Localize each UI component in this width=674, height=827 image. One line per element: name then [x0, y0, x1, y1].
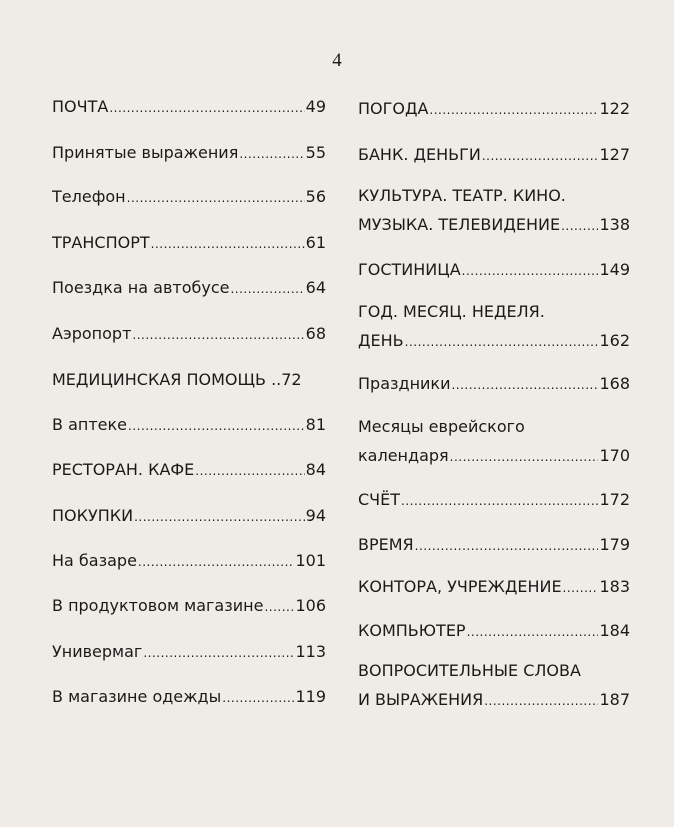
dot-leader [401, 487, 598, 516]
dot-leader [143, 639, 294, 668]
toc-entry-title-line1: Месяцы еврейского [358, 417, 525, 436]
toc-entry-title: ПОКУПКИ [52, 506, 134, 525]
toc-entry-title-line1: КУЛЬТУРА. ТЕАТР. КИНО. [358, 186, 566, 205]
toc-entry-page: 127 [599, 145, 630, 164]
dot-leader [462, 257, 599, 286]
toc-entry [52, 682, 326, 713]
toc-entry [52, 591, 326, 622]
toc-entry-title: Универмаг [52, 642, 143, 661]
toc-entry [52, 92, 326, 123]
toc-entry [358, 140, 630, 171]
toc-entry [358, 656, 630, 716]
toc-entry-title-line1: ГОД. МЕСЯЦ. НЕДЕЛЯ. [358, 302, 545, 321]
toc-entry [358, 369, 630, 400]
toc-entry [358, 255, 630, 286]
dot-leader [415, 532, 599, 561]
toc-entry-title: Принятые выражения [52, 143, 239, 162]
toc-entry-title: В продуктовом магазине [52, 596, 264, 615]
toc-entry-title: БАНК. ДЕНЬГИ [358, 145, 481, 164]
dot-leader [482, 142, 599, 171]
toc-entry-page: 94 [305, 506, 326, 525]
dot-leader [230, 275, 304, 304]
toc-entry [52, 273, 326, 304]
dot-leader [450, 443, 599, 472]
toc-entry-page: 168 [599, 374, 630, 393]
toc-entry-title: МУЗЫКА. ТЕЛЕВИДЕНИЕ [358, 215, 561, 234]
dot-leader [109, 94, 304, 123]
toc-entry [52, 637, 326, 668]
toc-entry-title: КОМПЬЮТЕР [358, 621, 466, 640]
toc-entry-page: 187 [599, 690, 630, 709]
toc-entry-title: СЧЁТ [358, 490, 401, 509]
toc-entry-page: 162 [599, 331, 630, 350]
dot-leader [134, 503, 305, 532]
toc-entry-page: 101 [295, 551, 326, 570]
toc-entry-page: 113 [295, 642, 326, 661]
toc-entry-title: ВРЕМЯ [358, 535, 414, 554]
toc-entry-title: КОНТОРА, УЧРЕЖДЕНИЕ [358, 577, 562, 596]
dot-leader [405, 328, 599, 357]
toc-entry [358, 572, 630, 603]
toc-entry-title: ГОСТИНИЦА [358, 260, 461, 279]
dot-leader [264, 593, 294, 622]
toc-entry [358, 530, 630, 561]
dot-leader [127, 184, 305, 213]
page-number: 4 [332, 50, 342, 71]
toc-entry-page: 170 [599, 446, 630, 465]
toc-entry [358, 616, 630, 647]
toc-entry [52, 228, 326, 259]
toc-entry-title: ДЕНЬ [358, 331, 404, 350]
toc-entry-title: календаря [358, 446, 449, 465]
toc-entry-page: 149 [599, 260, 630, 279]
toc-entry-page: 61 [305, 233, 326, 252]
toc-entry-page: 55 [305, 143, 326, 162]
dot-leader [451, 371, 598, 400]
dot-leader [561, 212, 598, 241]
toc-entry-page: 68 [305, 324, 326, 343]
toc-entry-page: 64 [305, 278, 326, 297]
toc-entry-page: 183 [599, 577, 630, 596]
toc-entry-title: РЕСТОРАН. КАФЕ [52, 460, 195, 479]
toc-entry-page: 49 [305, 97, 326, 116]
toc-entry-title: МЕДИЦИНСКАЯ ПОМОЩЬ .. [52, 370, 282, 389]
dot-leader [132, 321, 304, 350]
toc-entry-page: 56 [305, 187, 326, 206]
dot-leader [563, 574, 599, 603]
dot-leader [429, 96, 598, 125]
toc-entry-title: Поездка на автобусе [52, 278, 230, 297]
dot-leader [222, 684, 294, 713]
toc-entry-title: ПОГОДА [358, 99, 429, 118]
toc-entry-title-line1: ВОПРОСИТЕЛЬНЫЕ СЛОВА [358, 661, 581, 680]
toc-entry-title: В магазине одежды [52, 687, 222, 706]
toc-entry [358, 297, 630, 357]
toc-entry-page: 172 [599, 490, 630, 509]
toc-entry-title: Аэропорт [52, 324, 132, 343]
toc-entry [358, 412, 630, 472]
toc-entry [358, 94, 630, 125]
toc-entry-title: Праздники [358, 374, 451, 393]
toc-entry-page: 106 [295, 596, 326, 615]
toc-entry-page: 84 [305, 460, 326, 479]
toc-entry [52, 365, 326, 394]
dot-leader [138, 548, 295, 577]
toc-entry [52, 138, 326, 169]
dot-leader [195, 457, 304, 486]
toc-entry-page: 179 [599, 535, 630, 554]
toc-entry-page: 138 [599, 215, 630, 234]
toc-entry-title: ТРАНСПОРТ [52, 233, 150, 252]
dot-leader [239, 140, 304, 169]
toc-entry [52, 501, 326, 532]
toc-entry-page: 184 [599, 621, 630, 640]
toc-entry-page: 119 [295, 687, 326, 706]
toc-entry [52, 182, 326, 213]
toc-entry-title: На базаре [52, 551, 137, 570]
toc-entry-title: ПОЧТА [52, 97, 109, 116]
toc-entry-page: 72 [281, 370, 302, 389]
toc-entry [52, 455, 326, 486]
dot-leader [484, 687, 598, 716]
toc-entry-title: И ВЫРАЖЕНИЯ [358, 690, 484, 709]
dot-leader [467, 618, 599, 647]
toc-entry [358, 181, 630, 241]
toc-entry-title: Телефон [52, 187, 126, 206]
toc-entry-page: 81 [305, 415, 326, 434]
dot-leader [128, 412, 305, 441]
toc-entry-title: В аптеке [52, 415, 127, 434]
toc-entry [52, 410, 326, 441]
toc-entry [52, 546, 326, 577]
dot-leader [151, 230, 305, 259]
toc-entry [52, 319, 326, 350]
toc-entry-page: 122 [599, 99, 630, 118]
toc-entry [358, 485, 630, 516]
